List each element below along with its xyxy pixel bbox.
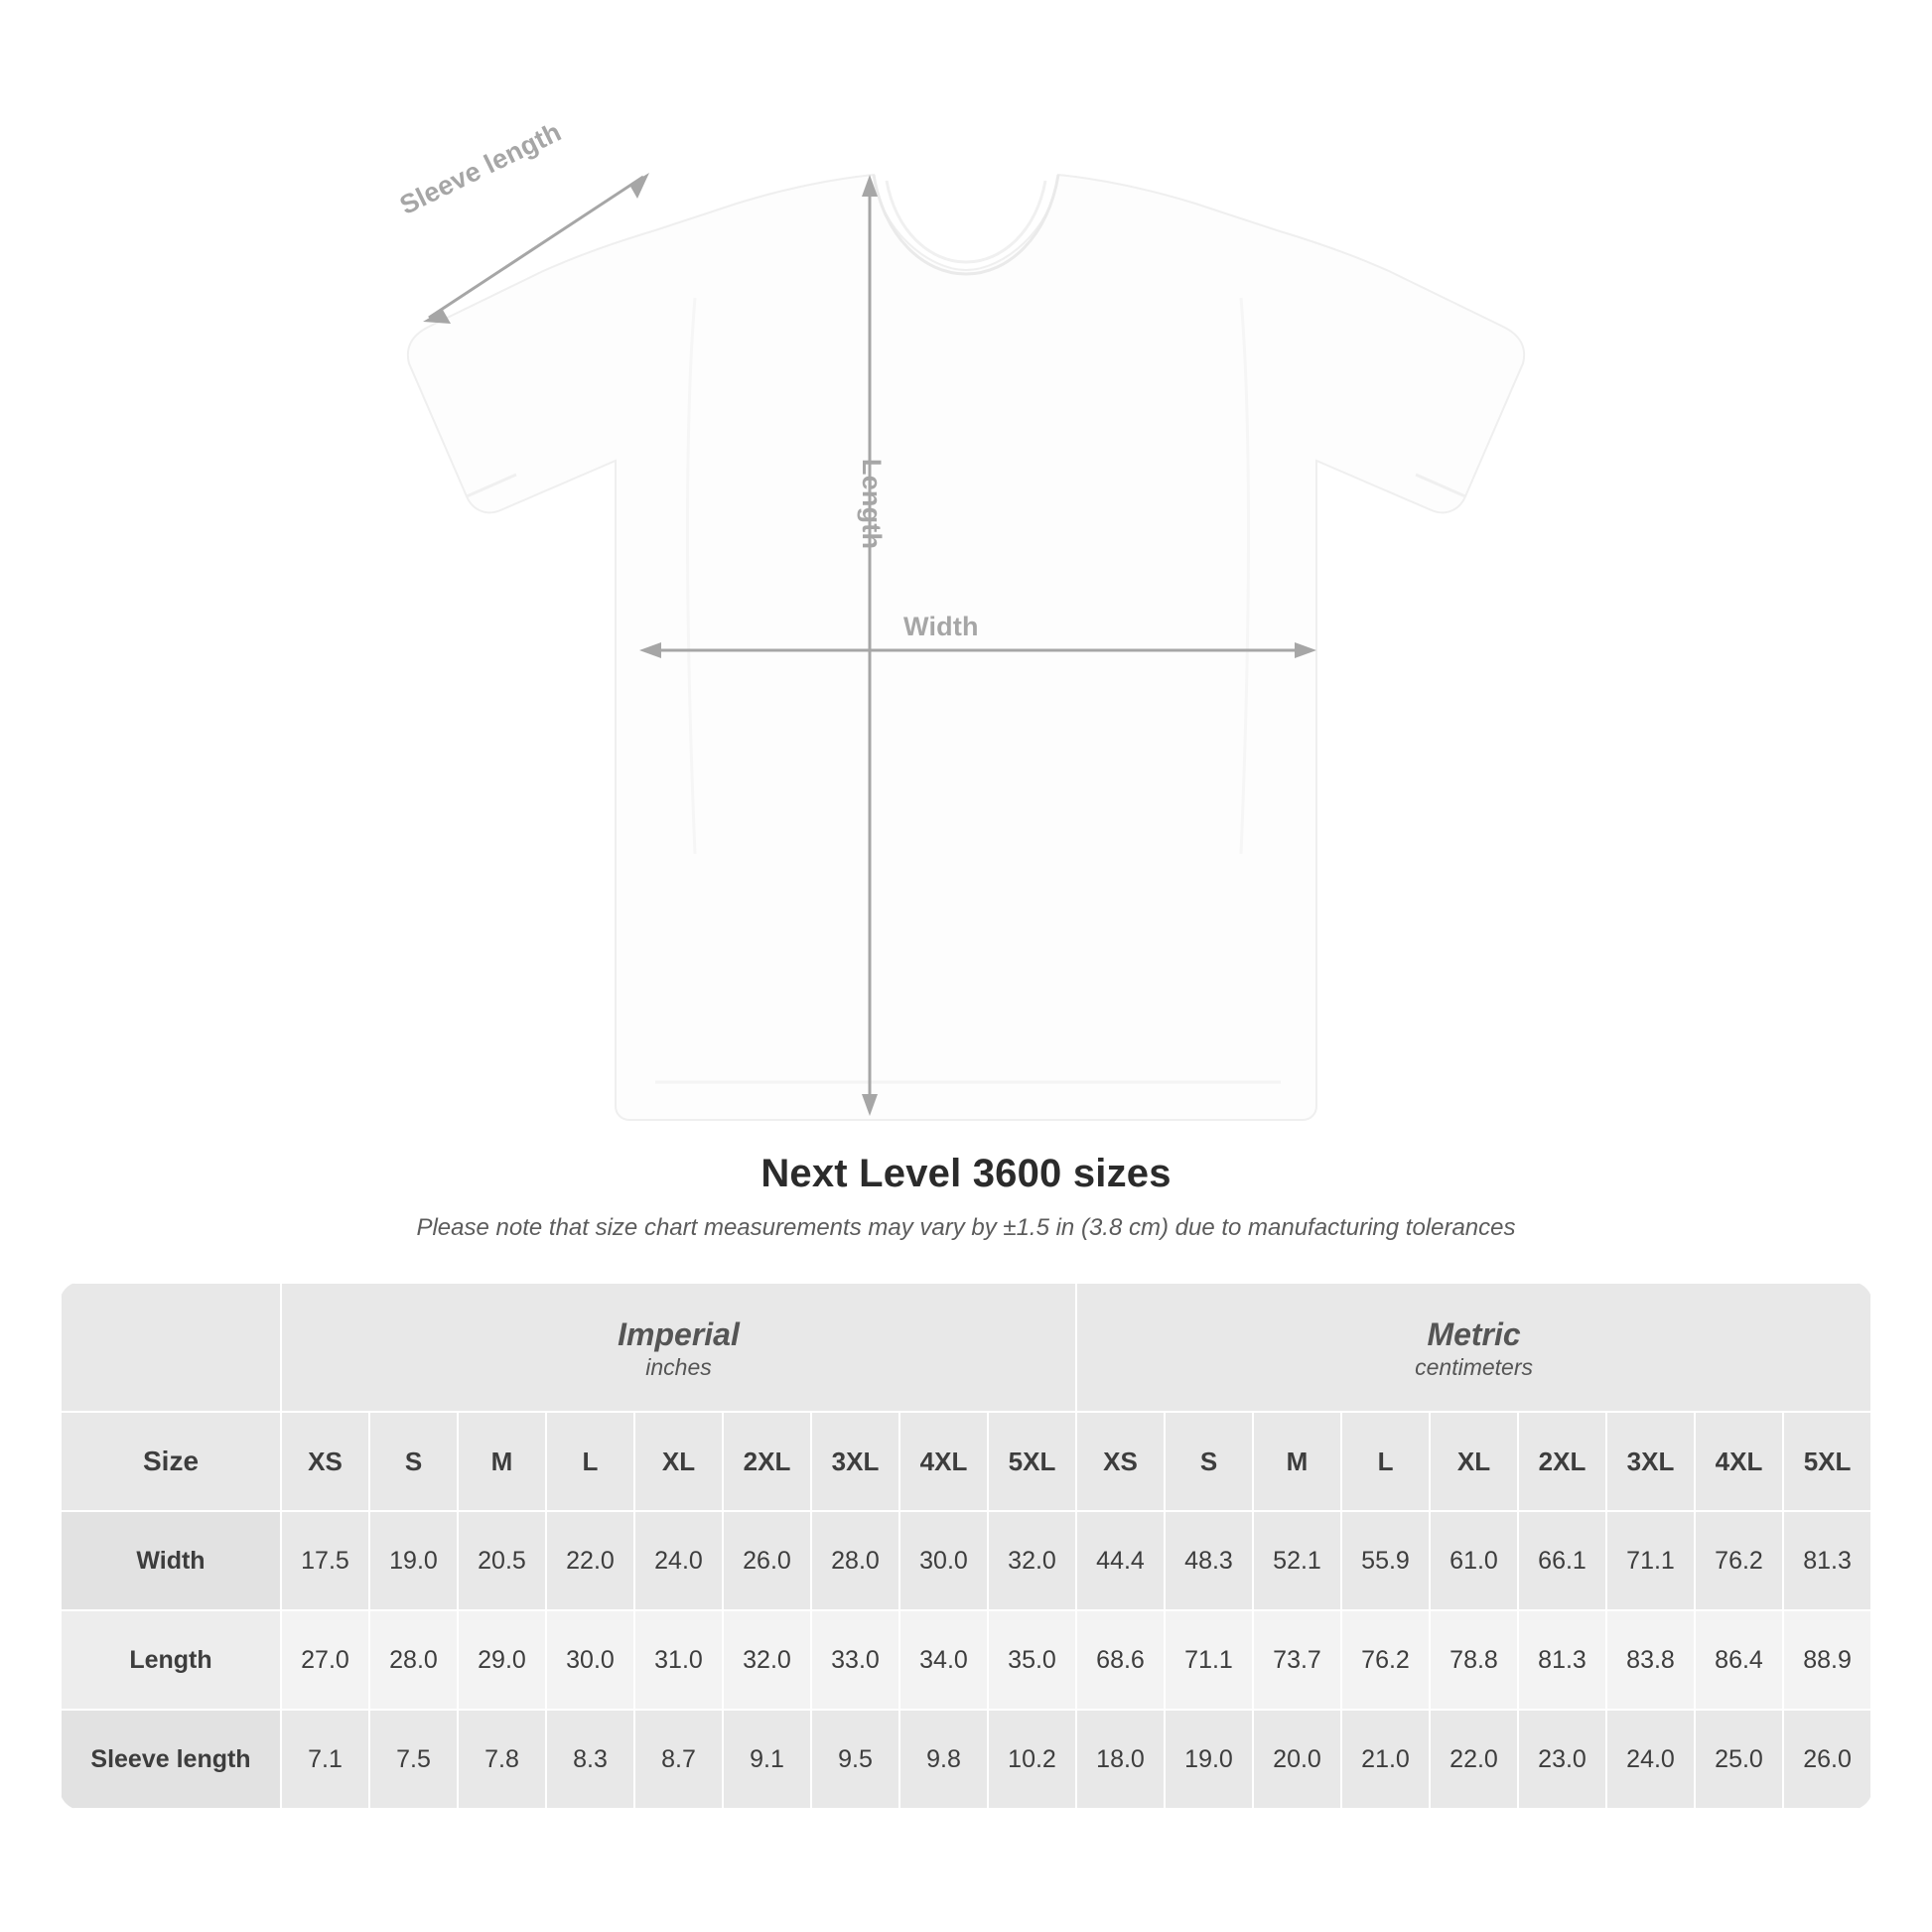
cell-length-imperial-3xl: 33.0: [811, 1610, 899, 1710]
cell-width-imperial-2xl: 26.0: [723, 1511, 811, 1610]
cell-width-imperial-4xl: 30.0: [899, 1511, 988, 1610]
length-label: Length: [857, 459, 887, 550]
cell-width-metric-s: 48.3: [1165, 1511, 1253, 1610]
sleeve-length-label: Sleeve length: [395, 116, 566, 220]
size-header-metric-4xl: 4XL: [1695, 1412, 1783, 1511]
cell-length-imperial-5xl: 35.0: [988, 1610, 1076, 1710]
size-header-imperial-4xl: 4XL: [899, 1412, 988, 1511]
size-table: [60, 1282, 1872, 1810]
size-header-label: Size: [61, 1412, 281, 1511]
cell-sleeve-metric-xs: 18.0: [1076, 1710, 1165, 1809]
cell-length-metric-xs: 68.6: [1076, 1610, 1165, 1710]
cell-sleeve-imperial-3xl: 9.5: [811, 1710, 899, 1809]
cell-length-metric-l: 76.2: [1341, 1610, 1430, 1710]
size-header-imperial-xs: XS: [281, 1412, 369, 1511]
unit-corner-cell: [61, 1283, 281, 1412]
cell-length-metric-5xl: 88.9: [1783, 1610, 1871, 1710]
unit-name-metric: Metric: [1427, 1315, 1521, 1352]
cell-width-metric-4xl: 76.2: [1695, 1511, 1783, 1610]
cell-width-metric-5xl: 81.3: [1783, 1511, 1871, 1610]
cell-sleeve-imperial-2xl: 9.1: [723, 1710, 811, 1809]
cell-sleeve-imperial-4xl: 9.8: [899, 1710, 988, 1809]
cell-sleeve-metric-l: 21.0: [1341, 1710, 1430, 1809]
size-header-imperial-s: S: [369, 1412, 458, 1511]
cell-length-imperial-xs: 27.0: [281, 1610, 369, 1710]
cell-sleeve-imperial-s: 7.5: [369, 1710, 458, 1809]
cell-width-metric-l: 55.9: [1341, 1511, 1430, 1610]
tshirt-shape: [408, 175, 1524, 1120]
cell-width-imperial-l: 22.0: [546, 1511, 634, 1610]
cell-length-imperial-l: 30.0: [546, 1610, 634, 1710]
size-header-metric-5xl: 5XL: [1783, 1412, 1871, 1511]
size-header-imperial-3xl: 3XL: [811, 1412, 899, 1511]
width-label: Width: [903, 612, 979, 641]
cell-sleeve-imperial-xs: 7.1: [281, 1710, 369, 1809]
page-title: Next Level 3600 sizes: [760, 1152, 1172, 1195]
row-label-width: Width: [61, 1511, 281, 1610]
size-header-imperial-2xl: 2XL: [723, 1412, 811, 1511]
cell-width-imperial-5xl: 32.0: [988, 1511, 1076, 1610]
cell-sleeve-imperial-m: 7.8: [458, 1710, 546, 1809]
size-header-imperial-l: L: [546, 1412, 634, 1511]
unit-name-imperial: Imperial: [618, 1315, 740, 1352]
cell-sleeve-imperial-5xl: 10.2: [988, 1710, 1076, 1809]
cell-length-metric-2xl: 81.3: [1518, 1610, 1606, 1710]
cell-sleeve-metric-s: 19.0: [1165, 1710, 1253, 1809]
size-header-metric-2xl: 2XL: [1518, 1412, 1606, 1511]
size-header-metric-l: L: [1341, 1412, 1430, 1511]
row-label-length: Length: [61, 1610, 281, 1710]
table-row-length: [61, 1610, 1871, 1710]
cell-sleeve-metric-5xl: 26.0: [1783, 1710, 1871, 1809]
cell-width-imperial-xl: 24.0: [634, 1511, 723, 1610]
cell-sleeve-metric-xl: 22.0: [1430, 1710, 1518, 1809]
unit-sub-imperial: inches: [645, 1353, 712, 1380]
table-row-sleeve-length: [61, 1710, 1871, 1809]
cell-sleeve-metric-3xl: 24.0: [1606, 1710, 1695, 1809]
cell-length-imperial-xl: 31.0: [634, 1610, 723, 1710]
unit-group-imperial: [281, 1283, 1076, 1412]
cell-width-imperial-s: 19.0: [369, 1511, 458, 1610]
size-header-metric-xs: XS: [1076, 1412, 1165, 1511]
cell-length-imperial-m: 29.0: [458, 1610, 546, 1710]
cell-sleeve-metric-m: 20.0: [1253, 1710, 1341, 1809]
cell-sleeve-metric-4xl: 25.0: [1695, 1710, 1783, 1809]
cell-width-metric-2xl: 66.1: [1518, 1511, 1606, 1610]
size-header-metric-3xl: 3XL: [1606, 1412, 1695, 1511]
cell-length-metric-xl: 78.8: [1430, 1610, 1518, 1710]
title-block: [0, 1152, 1932, 1242]
cell-width-metric-xs: 44.4: [1076, 1511, 1165, 1610]
cell-width-metric-m: 52.1: [1253, 1511, 1341, 1610]
unit-group-metric: [1076, 1283, 1871, 1412]
unit-header-row: [61, 1283, 1871, 1412]
tolerance-note: Please note that size chart measurements may vary by ±1.5 in (3.8 cm) due to manufacturing tolerances: [416, 1214, 1516, 1241]
row-label-sleeve-length: Sleeve length: [61, 1710, 281, 1809]
size-header-imperial-m: M: [458, 1412, 546, 1511]
size-header-metric-xl: XL: [1430, 1412, 1518, 1511]
size-header-metric-s: S: [1165, 1412, 1253, 1511]
size-header-metric-m: M: [1253, 1412, 1341, 1511]
cell-width-metric-3xl: 71.1: [1606, 1511, 1695, 1610]
size-header-imperial-5xl: 5XL: [988, 1412, 1076, 1511]
size-header-imperial-xl: XL: [634, 1412, 723, 1511]
cell-sleeve-metric-2xl: 23.0: [1518, 1710, 1606, 1809]
size-table-wrapper: [60, 1282, 1872, 1810]
cell-sleeve-imperial-l: 8.3: [546, 1710, 634, 1809]
cell-length-metric-m: 73.7: [1253, 1610, 1341, 1710]
cell-length-metric-s: 71.1: [1165, 1610, 1253, 1710]
cell-length-imperial-s: 28.0: [369, 1610, 458, 1710]
cell-width-metric-xl: 61.0: [1430, 1511, 1518, 1610]
size-header-row: [61, 1412, 1871, 1511]
cell-width-imperial-xs: 17.5: [281, 1511, 369, 1610]
cell-length-metric-4xl: 86.4: [1695, 1610, 1783, 1710]
cell-length-imperial-2xl: 32.0: [723, 1610, 811, 1710]
table-row-width: [61, 1511, 1871, 1610]
cell-sleeve-imperial-xl: 8.7: [634, 1710, 723, 1809]
cell-length-metric-3xl: 83.8: [1606, 1610, 1695, 1710]
cell-width-imperial-m: 20.5: [458, 1511, 546, 1610]
unit-sub-metric: centimeters: [1415, 1353, 1533, 1380]
cell-width-imperial-3xl: 28.0: [811, 1511, 899, 1610]
cell-length-imperial-4xl: 34.0: [899, 1610, 988, 1710]
